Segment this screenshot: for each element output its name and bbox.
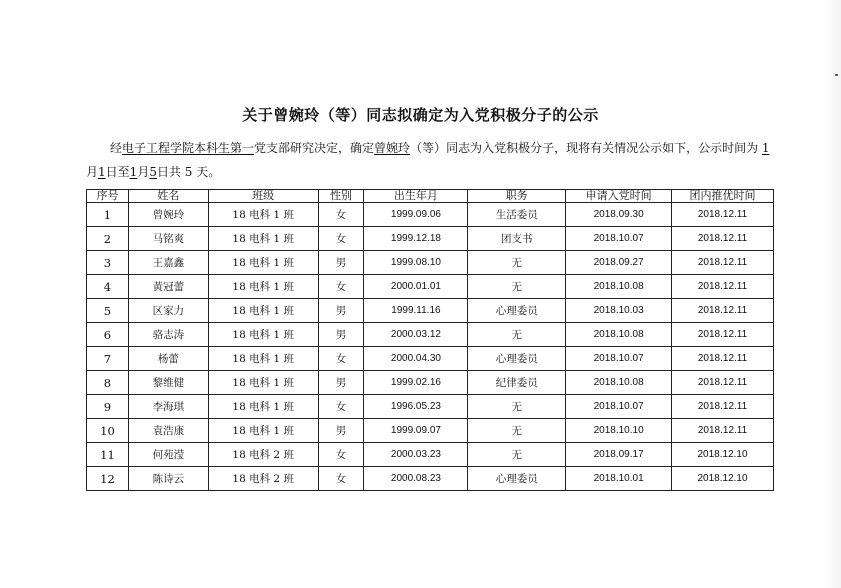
class-name: 18 电科 1 班 — [208, 227, 318, 251]
gender: 男 — [318, 371, 364, 395]
table-row — [87, 203, 774, 227]
application-date: 2018.10.07 — [566, 395, 672, 419]
table-header-row — [87, 190, 774, 203]
notice-paragraph — [86, 136, 776, 184]
recommendation-date: 2018.12.11 — [672, 419, 774, 443]
table-row — [87, 323, 774, 347]
table-row — [87, 371, 774, 395]
student-name: 马铭爽 — [128, 227, 208, 251]
student-name: 陈诗云 — [128, 467, 208, 491]
class-name: 18 电科 1 班 — [208, 371, 318, 395]
table-row — [87, 299, 774, 323]
table-row — [87, 227, 774, 251]
student-name: 黎维健 — [128, 371, 208, 395]
birth-date: 1996.05.23 — [364, 395, 468, 419]
class-name: 18 电科 1 班 — [208, 323, 318, 347]
class-name: 18 电科 1 班 — [208, 395, 318, 419]
gender: 男 — [318, 251, 364, 275]
table-row — [87, 275, 774, 299]
student-name: 曾婉玲 — [128, 203, 208, 227]
application-date: 2018.10.08 — [566, 371, 672, 395]
class-name: 18 电科 1 班 — [208, 251, 318, 275]
class-name: 18 电科 1 班 — [208, 275, 318, 299]
position: 生活委员 — [468, 203, 566, 227]
recommendation-date: 2018.12.11 — [672, 251, 774, 275]
birth-date: 1999.12.18 — [364, 227, 468, 251]
column-header: 班级 — [208, 190, 318, 203]
gender: 男 — [318, 419, 364, 443]
student-name: 何苑滢 — [128, 443, 208, 467]
scan-speck — [835, 74, 838, 76]
recommendation-date: 2018.12.11 — [672, 203, 774, 227]
recommendation-date: 2018.12.11 — [672, 323, 774, 347]
table-body — [87, 203, 774, 491]
student-name: 李海琪 — [128, 395, 208, 419]
birth-date: 2000.04.30 — [364, 347, 468, 371]
student-name: 王嘉鑫 — [128, 251, 208, 275]
table-row — [87, 443, 774, 467]
column-header: 团内推优时间 — [672, 190, 774, 203]
birth-date: 1999.09.06 — [364, 203, 468, 227]
application-date: 2018.10.08 — [566, 275, 672, 299]
birth-date: 1999.11.16 — [364, 299, 468, 323]
birth-date: 2000.01.01 — [364, 275, 468, 299]
scan-edge — [823, 0, 841, 588]
position: 无 — [468, 395, 566, 419]
notice-text: 日至 — [105, 165, 130, 179]
gender: 女 — [318, 227, 364, 251]
row-index: 12 — [87, 467, 129, 491]
row-index: 3 — [87, 251, 129, 275]
recommendation-date: 2018.12.11 — [672, 371, 774, 395]
birth-date: 2000.03.12 — [364, 323, 468, 347]
class-name: 18 电科 1 班 — [208, 299, 318, 323]
table-row — [87, 419, 774, 443]
position: 无 — [468, 323, 566, 347]
student-name: 黄冠蕾 — [128, 275, 208, 299]
student-name: 骆志涛 — [128, 323, 208, 347]
row-index: 4 — [87, 275, 129, 299]
application-date: 2018.10.03 — [566, 299, 672, 323]
row-index: 5 — [87, 299, 129, 323]
row-index: 10 — [87, 419, 129, 443]
column-header: 职务 — [468, 190, 566, 203]
notice-end-day: 5 — [149, 165, 157, 179]
recommendation-date: 2018.12.10 — [672, 443, 774, 467]
application-date: 2018.09.17 — [566, 443, 672, 467]
notice-text: 月 — [137, 165, 150, 179]
row-index: 6 — [87, 323, 129, 347]
position: 心理委员 — [468, 347, 566, 371]
notice-text: 月 — [86, 165, 99, 179]
recommendation-date: 2018.12.11 — [672, 347, 774, 371]
student-name: 袁浩康 — [128, 419, 208, 443]
birth-date: 2000.08.23 — [364, 467, 468, 491]
gender: 女 — [318, 203, 364, 227]
position: 心理委员 — [468, 467, 566, 491]
application-date: 2018.10.10 — [566, 419, 672, 443]
birth-date: 1999.08.10 — [364, 251, 468, 275]
notice-text: （等）同志为入党积极分子，现将有关情况公示如下，公示时间为 — [410, 141, 759, 155]
birth-date: 1999.02.16 — [364, 371, 468, 395]
page-title: 关于曾婉玲（等）同志拟确定为入党积极分子的公示 — [242, 106, 599, 124]
gender: 女 — [318, 395, 364, 419]
application-date: 2018.09.27 — [566, 251, 672, 275]
notice-text: 党支部研究决定，确定 — [254, 141, 375, 155]
class-name: 18 电科 1 班 — [208, 203, 318, 227]
class-name: 18 电科 2 班 — [208, 443, 318, 467]
student-name: 杨蕾 — [128, 347, 208, 371]
birth-date: 1999.09.07 — [364, 419, 468, 443]
application-date: 2018.10.01 — [566, 467, 672, 491]
gender: 女 — [318, 347, 364, 371]
column-header: 申请入党时间 — [566, 190, 672, 203]
birth-date: 2000.03.23 — [364, 443, 468, 467]
table-row — [87, 347, 774, 371]
row-index: 2 — [87, 227, 129, 251]
class-name: 18 电科 1 班 — [208, 347, 318, 371]
table-row — [87, 467, 774, 491]
candidate-table — [86, 189, 774, 491]
application-date: 2018.10.07 — [566, 227, 672, 251]
recommendation-date: 2018.12.10 — [672, 467, 774, 491]
row-index: 11 — [87, 443, 129, 467]
recommendation-date: 2018.12.11 — [672, 227, 774, 251]
table-row — [87, 251, 774, 275]
position: 无 — [468, 419, 566, 443]
recommendation-date: 2018.12.11 — [672, 299, 774, 323]
row-index: 8 — [87, 371, 129, 395]
notice-text: 经 — [110, 141, 123, 155]
gender: 男 — [318, 323, 364, 347]
column-header: 姓名 — [128, 190, 208, 203]
application-date: 2018.10.07 — [566, 347, 672, 371]
row-index: 7 — [87, 347, 129, 371]
position: 团支书 — [468, 227, 566, 251]
row-index: 1 — [87, 203, 129, 227]
column-header: 性别 — [318, 190, 364, 203]
gender: 女 — [318, 275, 364, 299]
gender: 男 — [318, 299, 364, 323]
table-row — [87, 395, 774, 419]
gender: 女 — [318, 467, 364, 491]
gender: 女 — [318, 443, 364, 467]
student-name: 区家力 — [128, 299, 208, 323]
notice-name: 曾婉玲 — [374, 141, 411, 155]
column-header: 出生年月 — [364, 190, 468, 203]
position: 无 — [468, 251, 566, 275]
row-index: 9 — [87, 395, 129, 419]
notice-text: 日共 5 天。 — [156, 165, 221, 179]
application-date: 2018.09.30 — [566, 203, 672, 227]
position: 无 — [468, 443, 566, 467]
notice-start-day: 1 — [98, 165, 106, 179]
recommendation-date: 2018.12.11 — [672, 275, 774, 299]
position: 心理委员 — [468, 299, 566, 323]
notice-start-month: 1 — [761, 141, 770, 155]
recommendation-date: 2018.12.11 — [672, 395, 774, 419]
class-name: 18 电科 2 班 — [208, 467, 318, 491]
column-header: 序号 — [87, 190, 129, 203]
notice-end-month: 1 — [129, 165, 138, 179]
position: 纪律委员 — [468, 371, 566, 395]
notice-org: 电子工程学院本科生第一 — [122, 141, 255, 155]
class-name: 18 电科 1 班 — [208, 419, 318, 443]
position: 无 — [468, 275, 566, 299]
application-date: 2018.10.08 — [566, 323, 672, 347]
